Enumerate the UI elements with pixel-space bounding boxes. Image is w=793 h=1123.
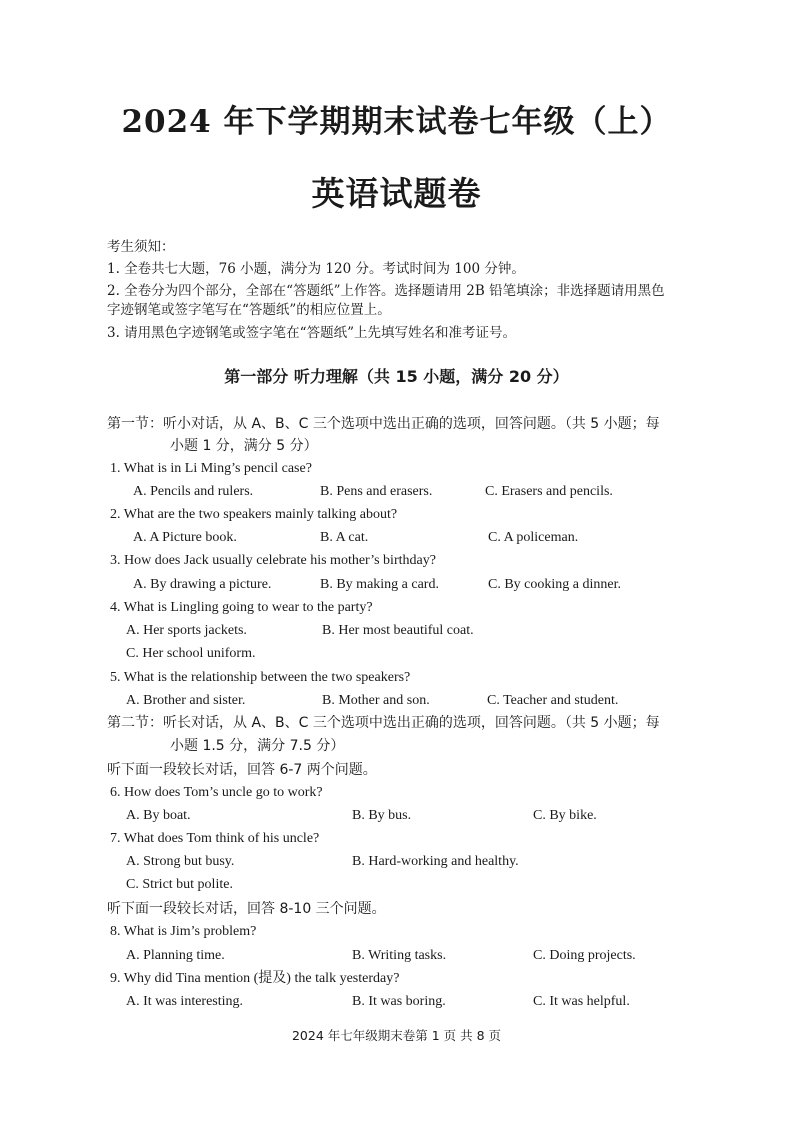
question-5: 5. What is the relationship between the two speakers? bbox=[110, 670, 411, 685]
option-b: B. Writing tasks. bbox=[352, 948, 447, 963]
dialog-intro: 听下面一段较长对话，回答 8-10 三个问题。 bbox=[107, 901, 386, 917]
notes-heading: 考生须知： bbox=[107, 239, 175, 255]
option-b: B. By making a card. bbox=[320, 577, 439, 592]
option-a: A. Planning time. bbox=[126, 948, 225, 963]
option-c: C. Strict but polite. bbox=[126, 877, 233, 892]
option-a: A. Brother and sister. bbox=[126, 693, 246, 708]
section1-instruction: 第一节：听小对话，从 A、B、C 三个选项中选出正确的选项，回答问题。（共 5 小题；每 bbox=[107, 416, 660, 432]
question-4: 4. What is Lingling going to wear to the party? bbox=[110, 600, 373, 615]
question-9: 9. Why did Tina mention (提及) the talk yesterday? bbox=[110, 971, 400, 986]
option-c: C. Teacher and student. bbox=[487, 693, 619, 708]
notes-item: 3. 请用黑色字迹钢笔或签字笔在“答题纸”上先填写姓名和准考证号。 bbox=[107, 325, 516, 341]
section2-instruction: 第二节：听长对话，从 A、B、C 三个选项中选出正确的选项，回答问题。（共 5 小题；每 bbox=[107, 715, 660, 731]
option-b: B. A cat. bbox=[320, 530, 369, 545]
question-2: 2. What are the two speakers mainly talking about? bbox=[110, 507, 398, 522]
exam-subtitle: 英语试题卷 bbox=[311, 174, 482, 213]
question-3: 3. How does Jack usually celebrate his mother’s birthday? bbox=[110, 553, 436, 568]
option-a: A. Pencils and rulers. bbox=[133, 484, 254, 499]
option-b: B. It was boring. bbox=[352, 994, 446, 1009]
option-b: B. Pens and erasers. bbox=[320, 484, 433, 499]
notes-item: 2. 全卷分为四个部分，全部在“答题纸”上作答。选择题请用 2B 铅笔填涂；非选择题请用黑色 bbox=[107, 283, 665, 299]
option-a: A. By drawing a picture. bbox=[133, 577, 272, 592]
option-a: A. By boat. bbox=[126, 808, 191, 823]
page-footer: 2024 年七年级期末卷第 1 页 共 8 页 bbox=[291, 1028, 502, 1043]
exam-title: 2024 年下学期期末试卷七年级（上） bbox=[121, 104, 672, 140]
option-b: B. Hard-working and healthy. bbox=[352, 854, 519, 869]
option-c: C. It was helpful. bbox=[533, 994, 630, 1009]
question-1: 1. What is in Li Ming’s pencil case? bbox=[110, 461, 312, 476]
option-a: A. A Picture book. bbox=[133, 530, 237, 545]
option-b: B. By bus. bbox=[352, 808, 412, 823]
option-a: A. It was interesting. bbox=[126, 994, 244, 1009]
option-a: A. Her sports jackets. bbox=[126, 623, 247, 638]
question-8: 8. What is Jim’s problem? bbox=[110, 924, 257, 939]
question-6: 6. How does Tom’s uncle go to work? bbox=[110, 785, 323, 800]
option-c: C. By bike. bbox=[533, 808, 597, 823]
part1-title: 第一部分 听力理解（共 15 小题，满分 20 分） bbox=[224, 367, 569, 386]
option-c: C. Doing projects. bbox=[533, 948, 636, 963]
option-c: C. By cooking a dinner. bbox=[488, 577, 621, 592]
option-b: B. Her most beautiful coat. bbox=[322, 623, 474, 638]
notes-item: 1. 全卷共七大题，76 小题，满分为 120 分。考试时间为 100 分钟。 bbox=[107, 261, 525, 277]
option-c: C. A policeman. bbox=[488, 530, 579, 545]
option-b: B. Mother and son. bbox=[322, 693, 430, 708]
option-c: C. Her school uniform. bbox=[126, 646, 256, 661]
notes-item: 字迹钢笔或签字笔写在“答题纸”的相应位置上。 bbox=[107, 302, 391, 318]
option-c: C. Erasers and pencils. bbox=[485, 484, 613, 499]
option-a: A. Strong but busy. bbox=[126, 854, 235, 869]
section2-instruction-cont: 小题 1.5 分，满分 7.5 分） bbox=[170, 738, 345, 754]
section1-instruction-cont: 小题 1 分，满分 5 分） bbox=[170, 438, 318, 454]
dialog-intro: 听下面一段较长对话，回答 6-7 两个问题。 bbox=[107, 762, 377, 778]
question-7: 7. What does Tom think of his uncle? bbox=[110, 831, 320, 846]
